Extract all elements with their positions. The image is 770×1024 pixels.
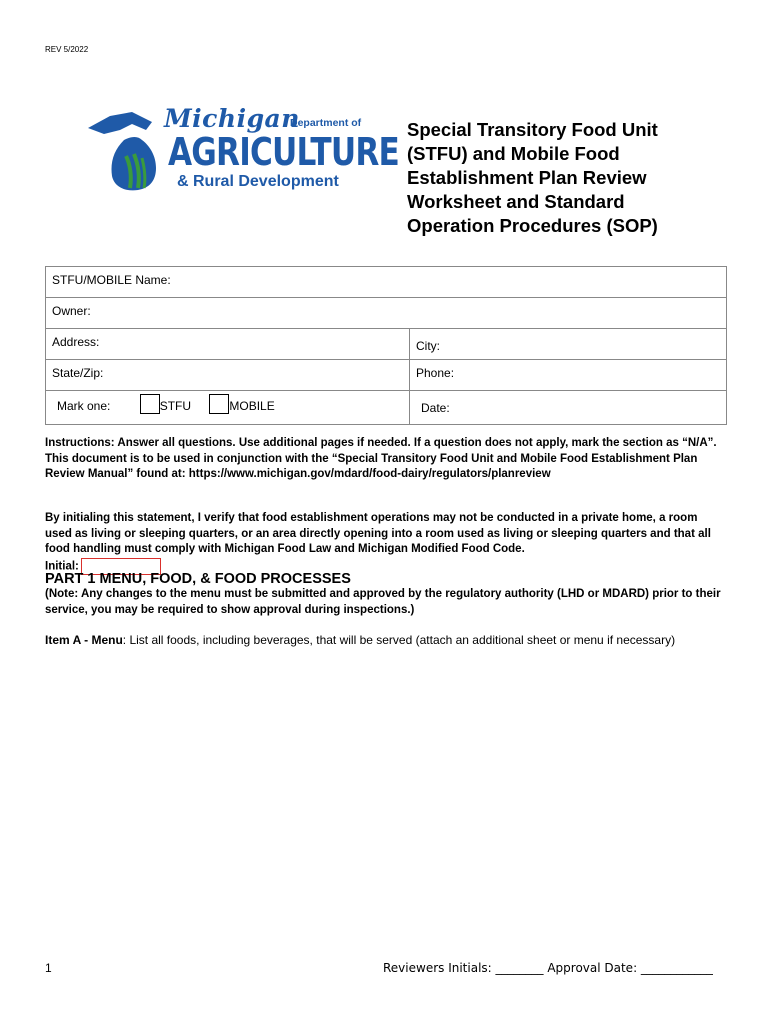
form-row-address	[46, 328, 726, 359]
phone-label: Phone:	[416, 366, 455, 380]
form-row-owner	[46, 297, 726, 328]
part1-note: (Note: Any changes to the menu must be submitted and approved by the regulatory authority (LHD or MDARD) prior to their service, you may be required to show approval during inspections.)	[45, 588, 721, 616]
michigan-map-icon	[80, 106, 172, 194]
stfu-checkbox[interactable]	[140, 394, 160, 414]
mobile-option-label: MOBILE	[229, 399, 275, 413]
revision-label: REV 5/2022	[45, 45, 89, 54]
part1-title: PART 1 MENU, FOOD, & FOOD PROCESSES	[45, 571, 351, 587]
logo-michigan-text: Michigan	[164, 104, 300, 133]
statezip-label: State/Zip:	[52, 366, 104, 380]
item-a-text: : List all foods, including beverages, that will be served (attach an additional sheet or menu if necessary)	[122, 633, 676, 647]
statement-text: By initialing this statement, I verify that food establishment operations may not be conducted in a private home, a room used as living or sleeping quarters, or an area directly opening into a room used as living or sleeping quarters and that all food handling must comply with Michigan Food Law and Michigan Modified Food Code.	[45, 512, 711, 555]
instructions-text: Instructions: Answer all questions. Use additional pages if needed. If a question does not apply, mark the section as “N/A”. This document is to be used in conjunction with the “Special Transitory Food Unit and Mobile Food Establishment Plan Review Manual” found at: https://www.michigan.gov/mdard/food-dairy/regulators/planreview	[45, 437, 717, 480]
form-row-state	[46, 359, 726, 390]
statement-block	[45, 511, 725, 575]
date-field[interactable]	[410, 391, 726, 424]
statezip-field[interactable]	[46, 360, 410, 390]
item-a-menu	[45, 633, 675, 647]
stfu-option-label: STFU	[159, 399, 192, 413]
initial-label: Initial:	[45, 560, 79, 573]
form-row-markone	[46, 390, 726, 424]
page-number: 1	[45, 961, 52, 975]
establishment-info-form	[45, 266, 727, 425]
item-a-label: Item A - Menu	[45, 633, 123, 647]
date-label: Date:	[421, 401, 450, 415]
city-label: City:	[416, 339, 440, 353]
logo-rural-text: & Rural Development	[177, 173, 339, 190]
owner-field[interactable]	[46, 298, 726, 328]
markone-cell	[46, 391, 410, 424]
name-label: STFU/MOBILE Name:	[52, 273, 171, 287]
mobile-checkbox[interactable]	[209, 394, 229, 414]
logo-dept-text: Department of	[290, 117, 362, 129]
city-field[interactable]	[410, 329, 726, 359]
markone-label: Mark one:	[57, 399, 111, 413]
document-title: Special Transitory Food Unit (STFU) and Mobile Food Establishment Plan Review Worksheet and Standard Operation Procedures (SOP)	[407, 119, 658, 236]
owner-label: Owner:	[52, 304, 91, 318]
mdard-logo	[80, 104, 399, 200]
phone-field[interactable]	[410, 360, 726, 390]
reviewer-initials-approval: Reviewers Initials: ________ Approval Date: ____________	[383, 961, 713, 975]
address-label: Address:	[52, 335, 100, 349]
form-row-name	[46, 267, 726, 297]
logo-agriculture-text: AGRICULTURE	[168, 130, 399, 174]
address-field[interactable]	[46, 329, 410, 359]
name-field[interactable]	[46, 267, 726, 297]
